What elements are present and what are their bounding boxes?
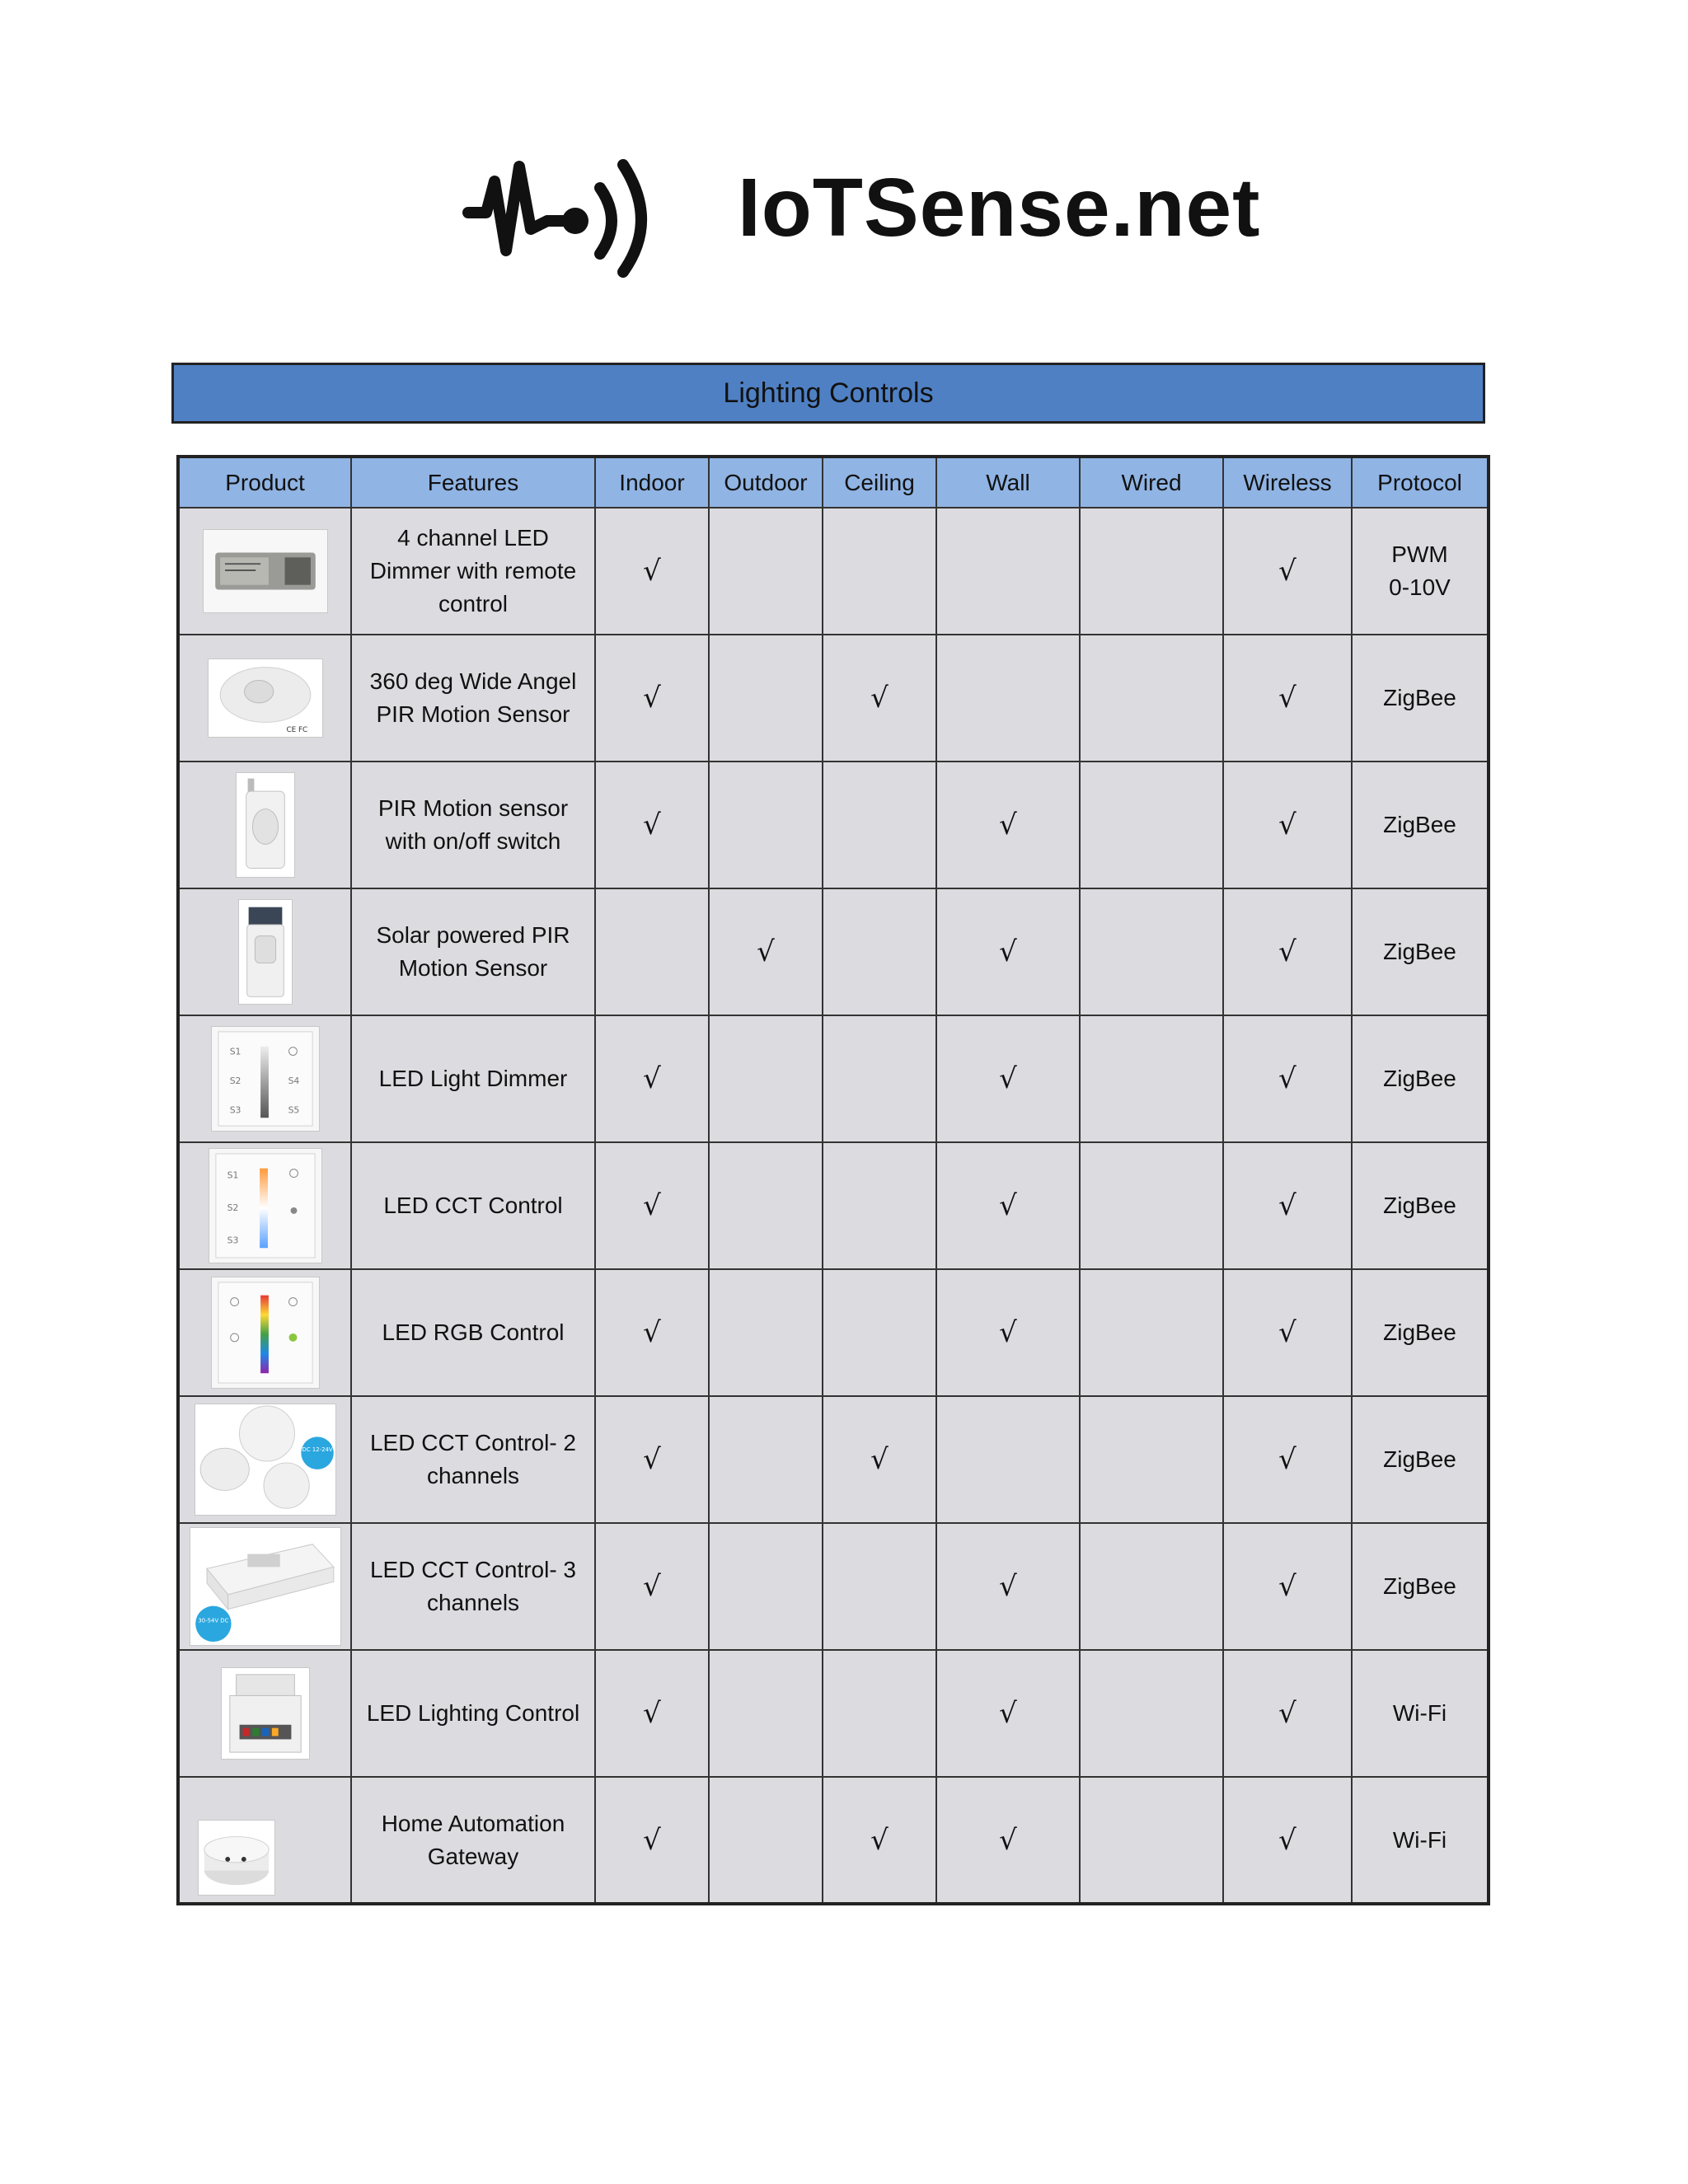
protocol-cell: Wi-Fi	[1352, 1777, 1489, 1904]
wall-cell: √	[936, 1523, 1080, 1650]
outdoor-cell: √	[709, 888, 823, 1015]
col-header-product: Product	[178, 457, 351, 508]
din-rail-controller-image	[221, 1667, 310, 1760]
protocol-cell: ZigBee	[1352, 1396, 1489, 1523]
feature-cell: 4 channel LED Dimmer with remote control	[351, 508, 595, 635]
feature-cell: LED CCT Control- 2 channels	[351, 1396, 595, 1523]
led-cct-panel-image	[209, 1148, 322, 1263]
wall-cell: √	[936, 762, 1080, 888]
table-header-row	[178, 457, 1489, 508]
indoor-cell: √	[595, 508, 709, 635]
ceiling-cell	[823, 508, 936, 635]
feature-cell: Home Automation Gateway	[351, 1777, 595, 1904]
product-cell	[178, 1015, 351, 1142]
outdoor-cell	[709, 635, 823, 762]
product-cell	[178, 1650, 351, 1777]
wall-cell	[936, 508, 1080, 635]
wired-cell	[1080, 1015, 1223, 1142]
feature-cell: LED Lighting Control	[351, 1650, 595, 1777]
feature-cell: PIR Motion sensor with on/off switch	[351, 762, 595, 888]
product-cell	[178, 762, 351, 888]
feature-cell: LED Light Dimmer	[351, 1015, 595, 1142]
wall-cell: √	[936, 1269, 1080, 1396]
wired-cell	[1080, 888, 1223, 1015]
product-cell	[178, 1777, 351, 1904]
ceiling-cell	[823, 1650, 936, 1777]
wired-cell	[1080, 635, 1223, 762]
wireless-cell: √	[1223, 1523, 1352, 1650]
wireless-cell: √	[1223, 762, 1352, 888]
gateway-hub-image	[198, 1820, 275, 1896]
outdoor-cell	[709, 1015, 823, 1142]
wireless-cell: √	[1223, 888, 1352, 1015]
table-row	[178, 1396, 1489, 1523]
wireless-cell: √	[1223, 1269, 1352, 1396]
col-header-ceiling: Ceiling	[823, 457, 936, 508]
protocol-cell: ZigBee	[1352, 1523, 1489, 1650]
ceiling-cell: √	[823, 1396, 936, 1523]
panel-label: S3	[227, 1235, 238, 1246]
product-cell	[178, 1523, 351, 1650]
lighting-controls-table	[176, 455, 1490, 1905]
signal-wave-icon	[462, 148, 659, 280]
table-title: Lighting Controls	[171, 363, 1485, 424]
product-cell	[178, 508, 351, 635]
ceiling-cell: √	[823, 635, 936, 762]
table-row	[178, 1015, 1489, 1142]
svg-text:CE FC: CE FC	[285, 726, 307, 735]
ceiling-cell: √	[823, 1777, 936, 1904]
outdoor-cell	[709, 1777, 823, 1904]
wired-cell	[1080, 1523, 1223, 1650]
indoor-cell: √	[595, 1142, 709, 1269]
table-row	[178, 762, 1489, 888]
outdoor-cell	[709, 1650, 823, 1777]
table-row	[178, 1650, 1489, 1777]
indoor-cell: √	[595, 635, 709, 762]
col-header-features: Features	[351, 457, 595, 508]
wall-cell: √	[936, 888, 1080, 1015]
panel-label: S1	[229, 1046, 241, 1057]
product-cell	[178, 1142, 351, 1269]
wall-cell	[936, 1396, 1080, 1523]
ceiling-cell	[823, 1015, 936, 1142]
protocol-cell: ZigBee	[1352, 635, 1489, 762]
wireless-cell: √	[1223, 1396, 1352, 1523]
feature-cell: LED CCT Control	[351, 1142, 595, 1269]
voltage-badge: 30-54V DC	[197, 1617, 228, 1624]
col-header-wired: Wired	[1080, 457, 1223, 508]
protocol-cell: ZigBee	[1352, 1269, 1489, 1396]
cct-3ch-controller-image	[190, 1527, 341, 1646]
panel-label: S2	[229, 1075, 241, 1086]
wired-cell	[1080, 1650, 1223, 1777]
table-row	[178, 1777, 1489, 1904]
product-cell	[178, 1396, 351, 1523]
indoor-cell: √	[595, 1015, 709, 1142]
wall-cell: √	[936, 1777, 1080, 1904]
protocol-cell: Wi-Fi	[1352, 1650, 1489, 1777]
table-row	[178, 1523, 1489, 1650]
col-header-wall: Wall	[936, 457, 1080, 508]
wall-cell: √	[936, 1142, 1080, 1269]
table-row	[178, 508, 1489, 635]
panel-label: S5	[288, 1104, 299, 1116]
indoor-cell: √	[595, 1650, 709, 1777]
protocol-cell: ZigBee	[1352, 1142, 1489, 1269]
outdoor-cell	[709, 762, 823, 888]
product-cell	[178, 888, 351, 1015]
indoor-cell: √	[595, 1777, 709, 1904]
feature-cell: 360 deg Wide Angel PIR Motion Sensor	[351, 635, 595, 762]
brand-name: IoTSense.net	[738, 162, 1261, 254]
col-header-outdoor: Outdoor	[709, 457, 823, 508]
wireless-cell: √	[1223, 635, 1352, 762]
outdoor-cell	[709, 508, 823, 635]
feature-cell: Solar powered PIR Motion Sensor	[351, 888, 595, 1015]
feature-cell: LED RGB Control	[351, 1269, 595, 1396]
product-cell	[178, 1269, 351, 1396]
wireless-cell: √	[1223, 1777, 1352, 1904]
wired-cell	[1080, 1777, 1223, 1904]
wireless-cell: √	[1223, 1142, 1352, 1269]
table-row	[178, 1142, 1489, 1269]
pir-wall-sensor-image	[236, 772, 295, 878]
ceiling-cell	[823, 1523, 936, 1650]
outdoor-cell	[709, 1396, 823, 1523]
brand-logo	[462, 148, 1261, 280]
panel-label: S3	[229, 1104, 241, 1116]
indoor-cell: √	[595, 1269, 709, 1396]
ceiling-cell	[823, 762, 936, 888]
ceiling-cell	[823, 1142, 936, 1269]
indoor-cell: √	[595, 1523, 709, 1650]
pir-ceiling-sensor-image	[208, 658, 323, 738]
wireless-cell: √	[1223, 1650, 1352, 1777]
col-header-indoor: Indoor	[595, 457, 709, 508]
protocol-cell: ZigBee	[1352, 762, 1489, 888]
feature-cell: LED CCT Control- 3 channels	[351, 1523, 595, 1650]
wireless-cell: √	[1223, 1015, 1352, 1142]
panel-label: S4	[288, 1075, 299, 1086]
indoor-cell: √	[595, 762, 709, 888]
wired-cell	[1080, 1142, 1223, 1269]
table-row	[178, 1269, 1489, 1396]
wired-cell	[1080, 508, 1223, 635]
protocol-cell: ZigBee	[1352, 1015, 1489, 1142]
wall-cell: √	[936, 1015, 1080, 1142]
voltage-badge: DC 12-24V	[302, 1446, 333, 1454]
wireless-cell: √	[1223, 508, 1352, 635]
wired-cell	[1080, 1396, 1223, 1523]
led-rgb-panel-image	[211, 1277, 320, 1389]
wired-cell	[1080, 762, 1223, 888]
outdoor-cell	[709, 1523, 823, 1650]
table-row	[178, 635, 1489, 762]
wall-cell: √	[936, 1650, 1080, 1777]
col-header-protocol: Protocol	[1352, 457, 1489, 508]
panel-label: S2	[227, 1202, 238, 1213]
product-cell	[178, 635, 351, 762]
protocol-cell: ZigBee	[1352, 888, 1489, 1015]
led-dimmer-panel-image	[211, 1026, 320, 1132]
led-dimmer-box-image	[203, 529, 328, 613]
table-row	[178, 888, 1489, 1015]
protocol-cell: PWM 0-10V	[1352, 508, 1489, 635]
solar-pir-sensor-image	[238, 899, 293, 1005]
ceiling-cell	[823, 888, 936, 1015]
indoor-cell	[595, 888, 709, 1015]
col-header-wireless: Wireless	[1223, 457, 1352, 508]
indoor-cell: √	[595, 1396, 709, 1523]
wall-cell	[936, 635, 1080, 762]
outdoor-cell	[709, 1142, 823, 1269]
panel-label: S1	[227, 1169, 238, 1181]
cct-2ch-controller-image	[195, 1404, 336, 1516]
wired-cell	[1080, 1269, 1223, 1396]
outdoor-cell	[709, 1269, 823, 1396]
ceiling-cell	[823, 1269, 936, 1396]
